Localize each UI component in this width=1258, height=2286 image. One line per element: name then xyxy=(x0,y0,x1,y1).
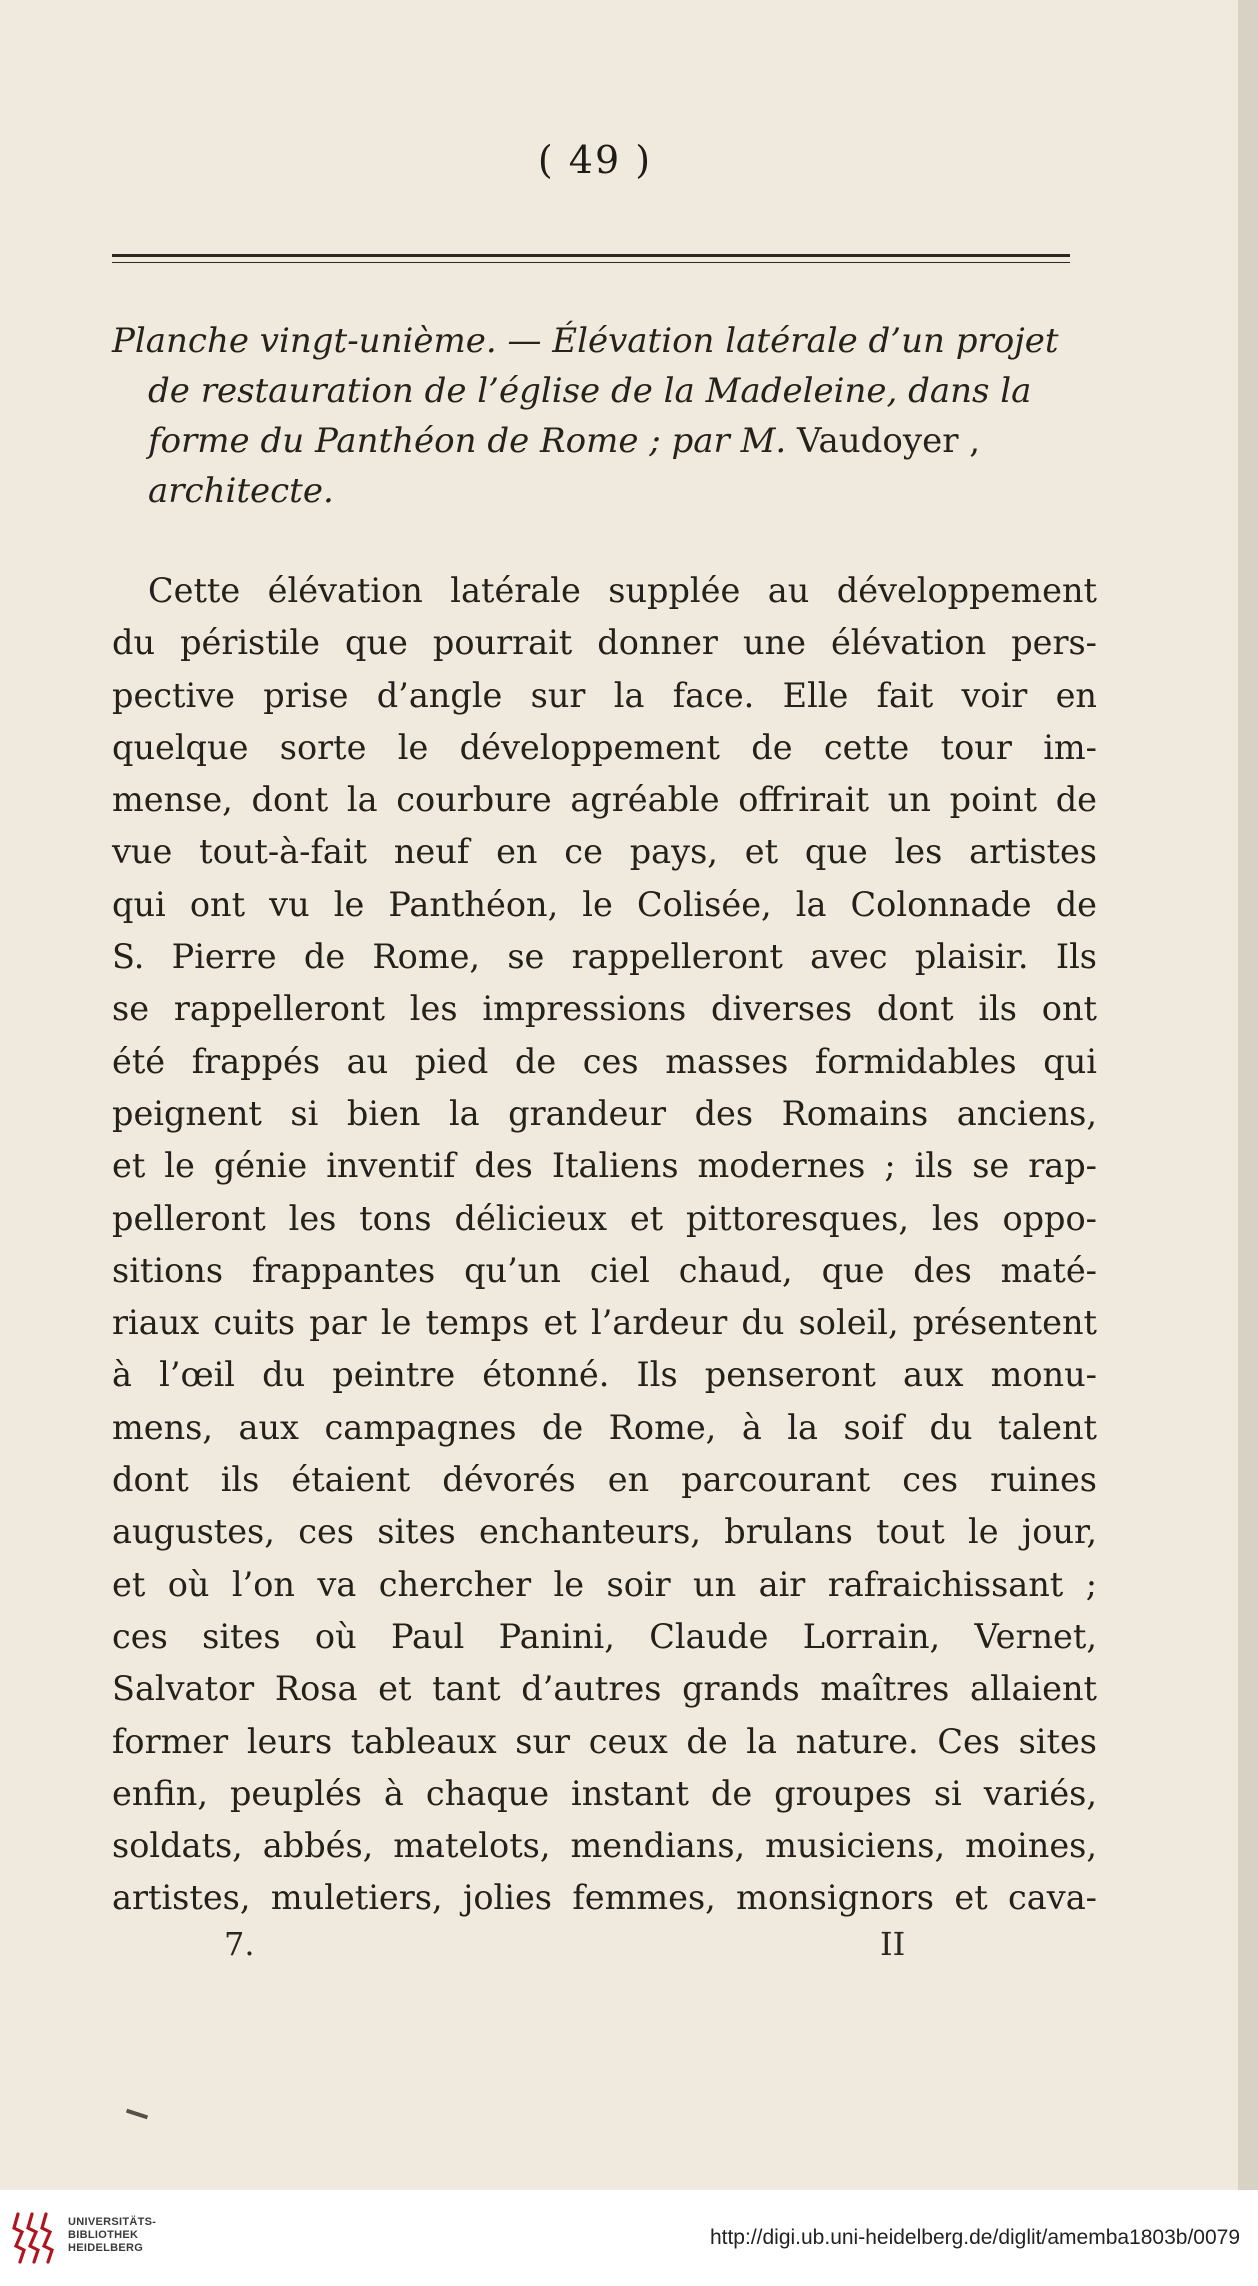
plate-caption xyxy=(112,316,1097,516)
text-line: mense, dont la courbure agréable offrirait un point de xyxy=(112,780,1097,820)
text-line: se rappelleront les impressions diverses dont ils ont xyxy=(112,989,1097,1029)
caption-line: de restauration de l’église de la Madeleine, dans la xyxy=(148,371,1032,411)
text-line: du péristile que pourrait donner une élévation pers- xyxy=(112,623,1097,663)
text-line: augustes, ces sites enchanteurs, brulans tout le jour, xyxy=(112,1512,1097,1552)
text-line: Salvator Rosa et tant d’autres grands maîtres allaient xyxy=(112,1669,1097,1709)
text-line: quelque sorte le développement de cette tour im- xyxy=(112,727,1097,767)
caption-line: Planche vingt-unième. — Élévation latérale d’un projet xyxy=(112,321,1059,361)
text-line: vue tout-à-fait neuf en ce pays, et que les artistes xyxy=(112,832,1097,872)
body-paragraph xyxy=(112,565,1097,1925)
library-name-line: BIBLIOTHEK xyxy=(68,2229,139,2241)
caption-line xyxy=(112,416,1097,466)
text-line: peignent si bien la grandeur des Romains anciens, xyxy=(112,1093,1097,1133)
text-line: et où l’on va chercher le soir un air rafraichissant ; xyxy=(112,1564,1097,1604)
caption-author: Vaudoyer , xyxy=(786,421,981,461)
permalink-url[interactable]: http://digi.ub.uni-heidelberg.de/diglit/amemba1803b/0079 xyxy=(709,2226,1240,2249)
caption-line: architecte. xyxy=(148,471,334,511)
library-name-line: UNIVERSITÄTS- xyxy=(68,2216,157,2228)
text-line: qui ont vu le Panthéon, le Colisée, la Colonnade de xyxy=(112,884,1097,924)
page-edge-shadow xyxy=(1238,0,1258,2190)
text-line: été frappés au pied de ces masses formidables qui xyxy=(112,1041,1097,1081)
text-line: enfin, peuplés à chaque instant de groupes si variés, xyxy=(112,1773,1097,1813)
signature-mark-left: 7. xyxy=(224,1925,255,1963)
text-line: artistes, muletiers, jolies femmes, monsignors et cava- xyxy=(112,1878,1097,1918)
text-line: riaux cuits par le temps et l’ardeur du soleil, présentent xyxy=(112,1303,1097,1343)
text-line: et le génie inventif des Italiens modernes ; ils se rap- xyxy=(112,1146,1097,1186)
text-line: mens, aux campagnes de Rome, à la soif du talent xyxy=(112,1407,1097,1447)
ink-mark xyxy=(126,2109,148,2120)
text-line: soldats, abbés, matelots, mendians, musiciens, moines, xyxy=(112,1826,1097,1866)
signature-mark-right: II xyxy=(880,1925,906,1963)
text-line: dont ils étaient dévorés en parcourant ces ruines xyxy=(112,1460,1097,1500)
text-line: pective prise d’angle sur la face. Elle fait voir en xyxy=(112,675,1097,715)
footer-bar xyxy=(0,2190,1258,2286)
header-rule xyxy=(112,254,1070,257)
text-line: sitions frappantes qu’un ciel chaud, que des maté- xyxy=(112,1250,1097,1290)
header-rule-thin xyxy=(112,262,1070,263)
text-line: pelleront les tons délicieux et pittoresques, les oppo- xyxy=(112,1198,1097,1238)
library-name-line: HEIDELBERG xyxy=(68,2242,144,2254)
text-line: à l’œil du peintre étonné. Ils penseront aux monu- xyxy=(112,1355,1097,1395)
ub-heidelberg-logo-icon[interactable] xyxy=(10,2210,56,2266)
text-line: S. Pierre de Rome, se rappelleront avec plaisir. Ils xyxy=(112,937,1097,977)
text-line: former leurs tableaux sur ceux de la nature. Ces sites xyxy=(112,1721,1097,1761)
library-name xyxy=(68,2216,156,2255)
text-line: ces sites où Paul Panini, Claude Lorrain, Vernet, xyxy=(112,1616,1097,1656)
caption-line-italic: forme du Panthéon de Rome ; par M. xyxy=(148,421,787,461)
page-number: ( 49 ) xyxy=(537,138,653,182)
text-line: Cette élévation latérale supplée au développement xyxy=(148,571,1097,610)
